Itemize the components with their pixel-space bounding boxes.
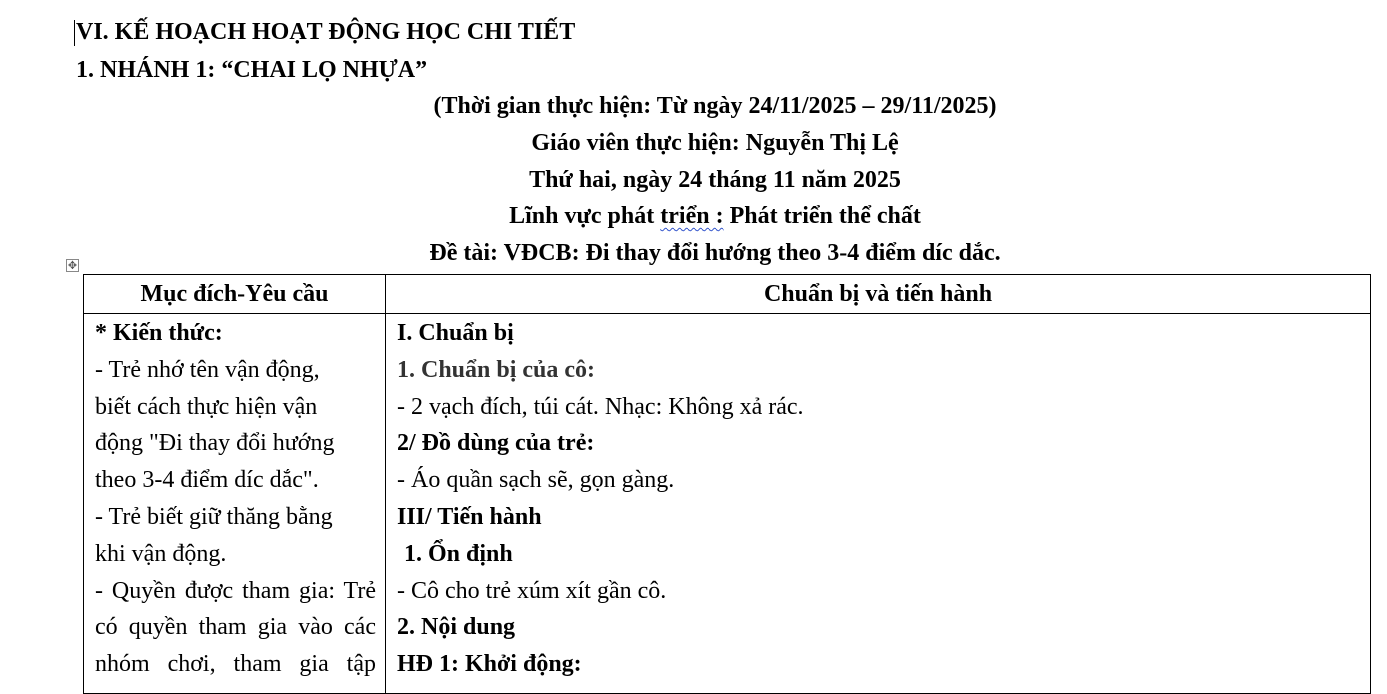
preparation-line: - Cô cho trẻ xúm xít gần cô. (397, 577, 667, 604)
preparation-line: III/ Tiến hành (397, 503, 542, 530)
move-handle-icon[interactable]: ✥ (67, 259, 78, 272)
column-divider (385, 275, 386, 693)
header-preparation: Chuẩn bị và tiến hành (763, 281, 993, 307)
preparation-line: - Áo quần sạch sẽ, gọn gàng. (397, 467, 675, 494)
purpose-line: theo 3-4 điểm díc dắc". (95, 467, 319, 494)
field-suffix: Phát triển thể chất (723, 203, 921, 229)
time-info: (Thời gian thực hiện: Từ ngày 24/11/2025 – 29/11/2025) (433, 93, 997, 119)
branch-title: 1. NHÁNH 1: “CHAI LỌ NHỰA” (76, 57, 428, 83)
purpose-cell[interactable] (95, 315, 376, 683)
purpose-line: khi vận động. (95, 540, 227, 567)
section-title: VI. KẾ HOẠCH HOẠT ĐỘNG HỌC CHI TIẾT (76, 19, 576, 45)
preparation-line: 1. Chuẩn bị của cô: (397, 356, 596, 383)
purpose-line: động "Đi thay đổi hướng (95, 430, 335, 457)
lesson-plan-table (83, 274, 1371, 694)
purpose-line: biết cách thực hiện vận (95, 393, 318, 420)
teacher-info: Giáo viên thực hiện: Nguyễn Thị Lệ (531, 130, 899, 156)
field-info (0, 201, 1387, 231)
date-info: Thứ hai, ngày 24 tháng 11 năm 2025 (529, 167, 901, 193)
purpose-line: - Trẻ biết giữ thăng bằng (95, 503, 333, 530)
header-purpose: Mục đích-Yêu cầu (140, 281, 329, 307)
header-row-divider (84, 313, 1370, 314)
preparation-line: - 2 vạch đích, túi cát. Nhạc: Không xả rác. (397, 393, 804, 420)
purpose-line: * Kiến thức: (95, 320, 223, 346)
purpose-line: có quyền tham gia vào các (95, 614, 376, 641)
purpose-line: nhóm chơi, tham gia tập (95, 651, 376, 678)
text-cursor (74, 20, 75, 46)
preparation-line: 2. Nội dung (397, 614, 516, 641)
preparation-line: 2/ Đồ dùng của trẻ: (397, 430, 595, 457)
preparation-cell[interactable] (397, 315, 1357, 683)
purpose-line: - Trẻ nhớ tên vận động, (95, 356, 320, 383)
spellcheck-flagged-word[interactable]: triển : (660, 203, 724, 229)
preparation-line: HĐ 1: Khởi động: (397, 651, 582, 678)
field-prefix: Lĩnh vực phát (509, 203, 661, 229)
preparation-line: 1. Ổn định (404, 540, 513, 567)
topic-info: Đề tài: VĐCB: Đi thay đổi hướng theo 3-4 điểm díc dắc. (429, 240, 1001, 266)
purpose-line: - Quyền được tham gia: Trẻ (95, 577, 376, 604)
preparation-line: I. Chuẩn bị (397, 320, 514, 346)
